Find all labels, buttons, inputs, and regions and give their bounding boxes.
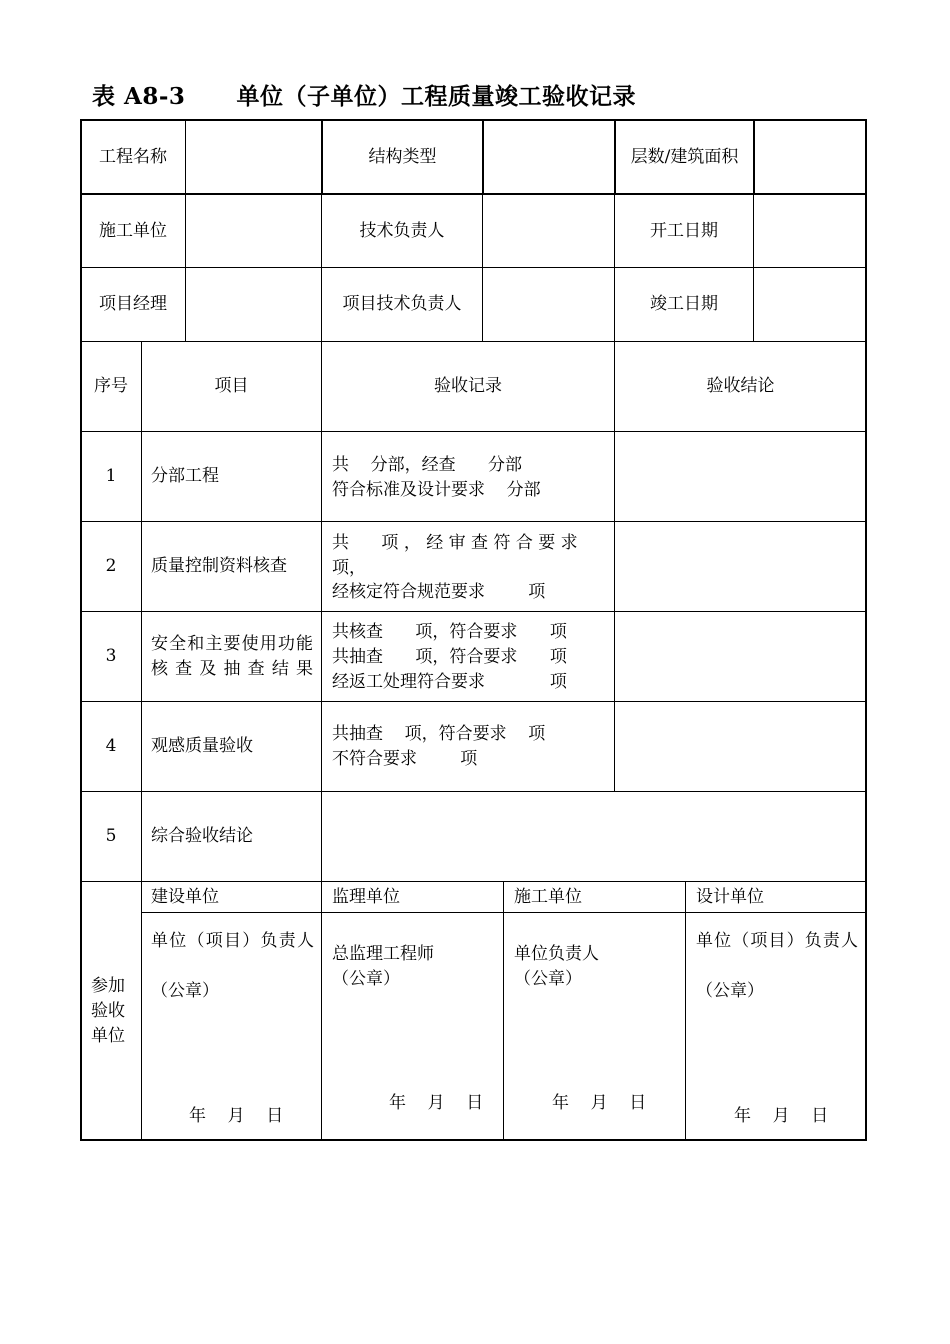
document-title: 表 A8-3 单位（子单位）工程质量竣工验收记录: [92, 83, 636, 110]
contractor-seal-label: （公章）: [514, 969, 582, 989]
label-completion-date: 竣工日期: [650, 294, 718, 314]
unit-name-designer: 设计单位: [696, 887, 764, 907]
record-line: 不符合要求 项: [332, 749, 478, 769]
col-divider: [141, 341, 142, 1141]
label-floors-area: 层数/建筑面积: [630, 146, 739, 167]
record-line: 共 项 ， 经 审 查 符 合 要 求: [332, 533, 578, 553]
supervisor-seal-label: （公章）: [332, 969, 400, 989]
supervisor-sign-label: 总监理工程师: [332, 944, 434, 964]
row-number: 4: [105, 736, 117, 756]
row-number: 5: [105, 826, 117, 846]
record-line: 符合标准及设计要求 分部: [332, 480, 541, 500]
label-project-manager: 项目经理: [99, 294, 167, 314]
owner-date-label: 年 月 日: [189, 1106, 284, 1126]
row-item: 质量控制资料核查: [151, 556, 287, 576]
col-seq-header: 序号: [94, 376, 128, 396]
designer-date-label: 年 月 日: [734, 1106, 829, 1126]
col-item-header: 项目: [214, 376, 249, 396]
col-divider: [482, 193, 483, 341]
row-number: 2: [105, 556, 117, 576]
designer-seal-label: （公章）: [696, 981, 764, 1001]
col-divider: [321, 341, 322, 1141]
record-line: 共抽查 项，符合要求 项: [332, 724, 546, 744]
col-divider: [185, 120, 186, 341]
owner-seal-label: （公章）: [151, 981, 219, 1001]
row-item: 分部工程: [151, 466, 219, 486]
record-line: 经核定符合规范要求 项: [332, 582, 546, 602]
unit-name-contractor: 施工单位: [514, 887, 582, 907]
record-line: 项，: [332, 558, 366, 578]
unit-name-owner: 建设单位: [151, 887, 219, 907]
row-item: 安全和主要使用功能核查及抽查结果: [151, 634, 313, 679]
col-divider: [503, 881, 504, 1141]
record-line: 共 分部，经查 分部: [332, 455, 523, 475]
label-structure-type: 结构类型: [368, 146, 437, 167]
label-project-tech-lead: 项目技术负责人: [342, 294, 462, 314]
row-item: 观感质量验收: [151, 736, 253, 756]
contractor-sign-label: 单位负责人: [514, 944, 599, 964]
row-item: 综合验收结论: [151, 826, 253, 846]
col-divider: [753, 120, 755, 194]
record-line: 共核查 项，符合要求 项: [332, 622, 567, 642]
label-tech-lead: 技术负责人: [359, 220, 445, 241]
owner-sign-label: 单位（项目）负责人: [151, 931, 314, 951]
row-divider: [80, 611, 867, 612]
col-divider: [685, 881, 686, 1141]
record-line: 共抽查 项，符合要求 项: [332, 647, 567, 667]
col-divider: [753, 193, 754, 341]
label-construction-unit: 施工单位: [99, 220, 167, 241]
label-project-name: 工程名称: [99, 146, 167, 167]
participants-label: 参加验收单位: [91, 976, 125, 1046]
designer-sign-label: 单位（项目）负责人: [696, 931, 858, 951]
unit-name-supervisor: 监理单位: [332, 887, 400, 907]
contractor-date-label: 年 月 日: [552, 1093, 647, 1113]
col-divider: [482, 120, 484, 194]
col-conclusion-header: 验收结论: [706, 376, 775, 396]
row-number: 3: [105, 646, 117, 666]
supervisor-date-label: 年 月 日: [389, 1093, 484, 1113]
col-record-header: 验收记录: [434, 376, 502, 396]
label-start-date: 开工日期: [650, 220, 718, 241]
row-number: 1: [105, 466, 117, 486]
row-divider: [141, 912, 867, 913]
row-divider: [80, 881, 867, 882]
record-line: 经返工处理符合要求 项: [332, 672, 567, 692]
